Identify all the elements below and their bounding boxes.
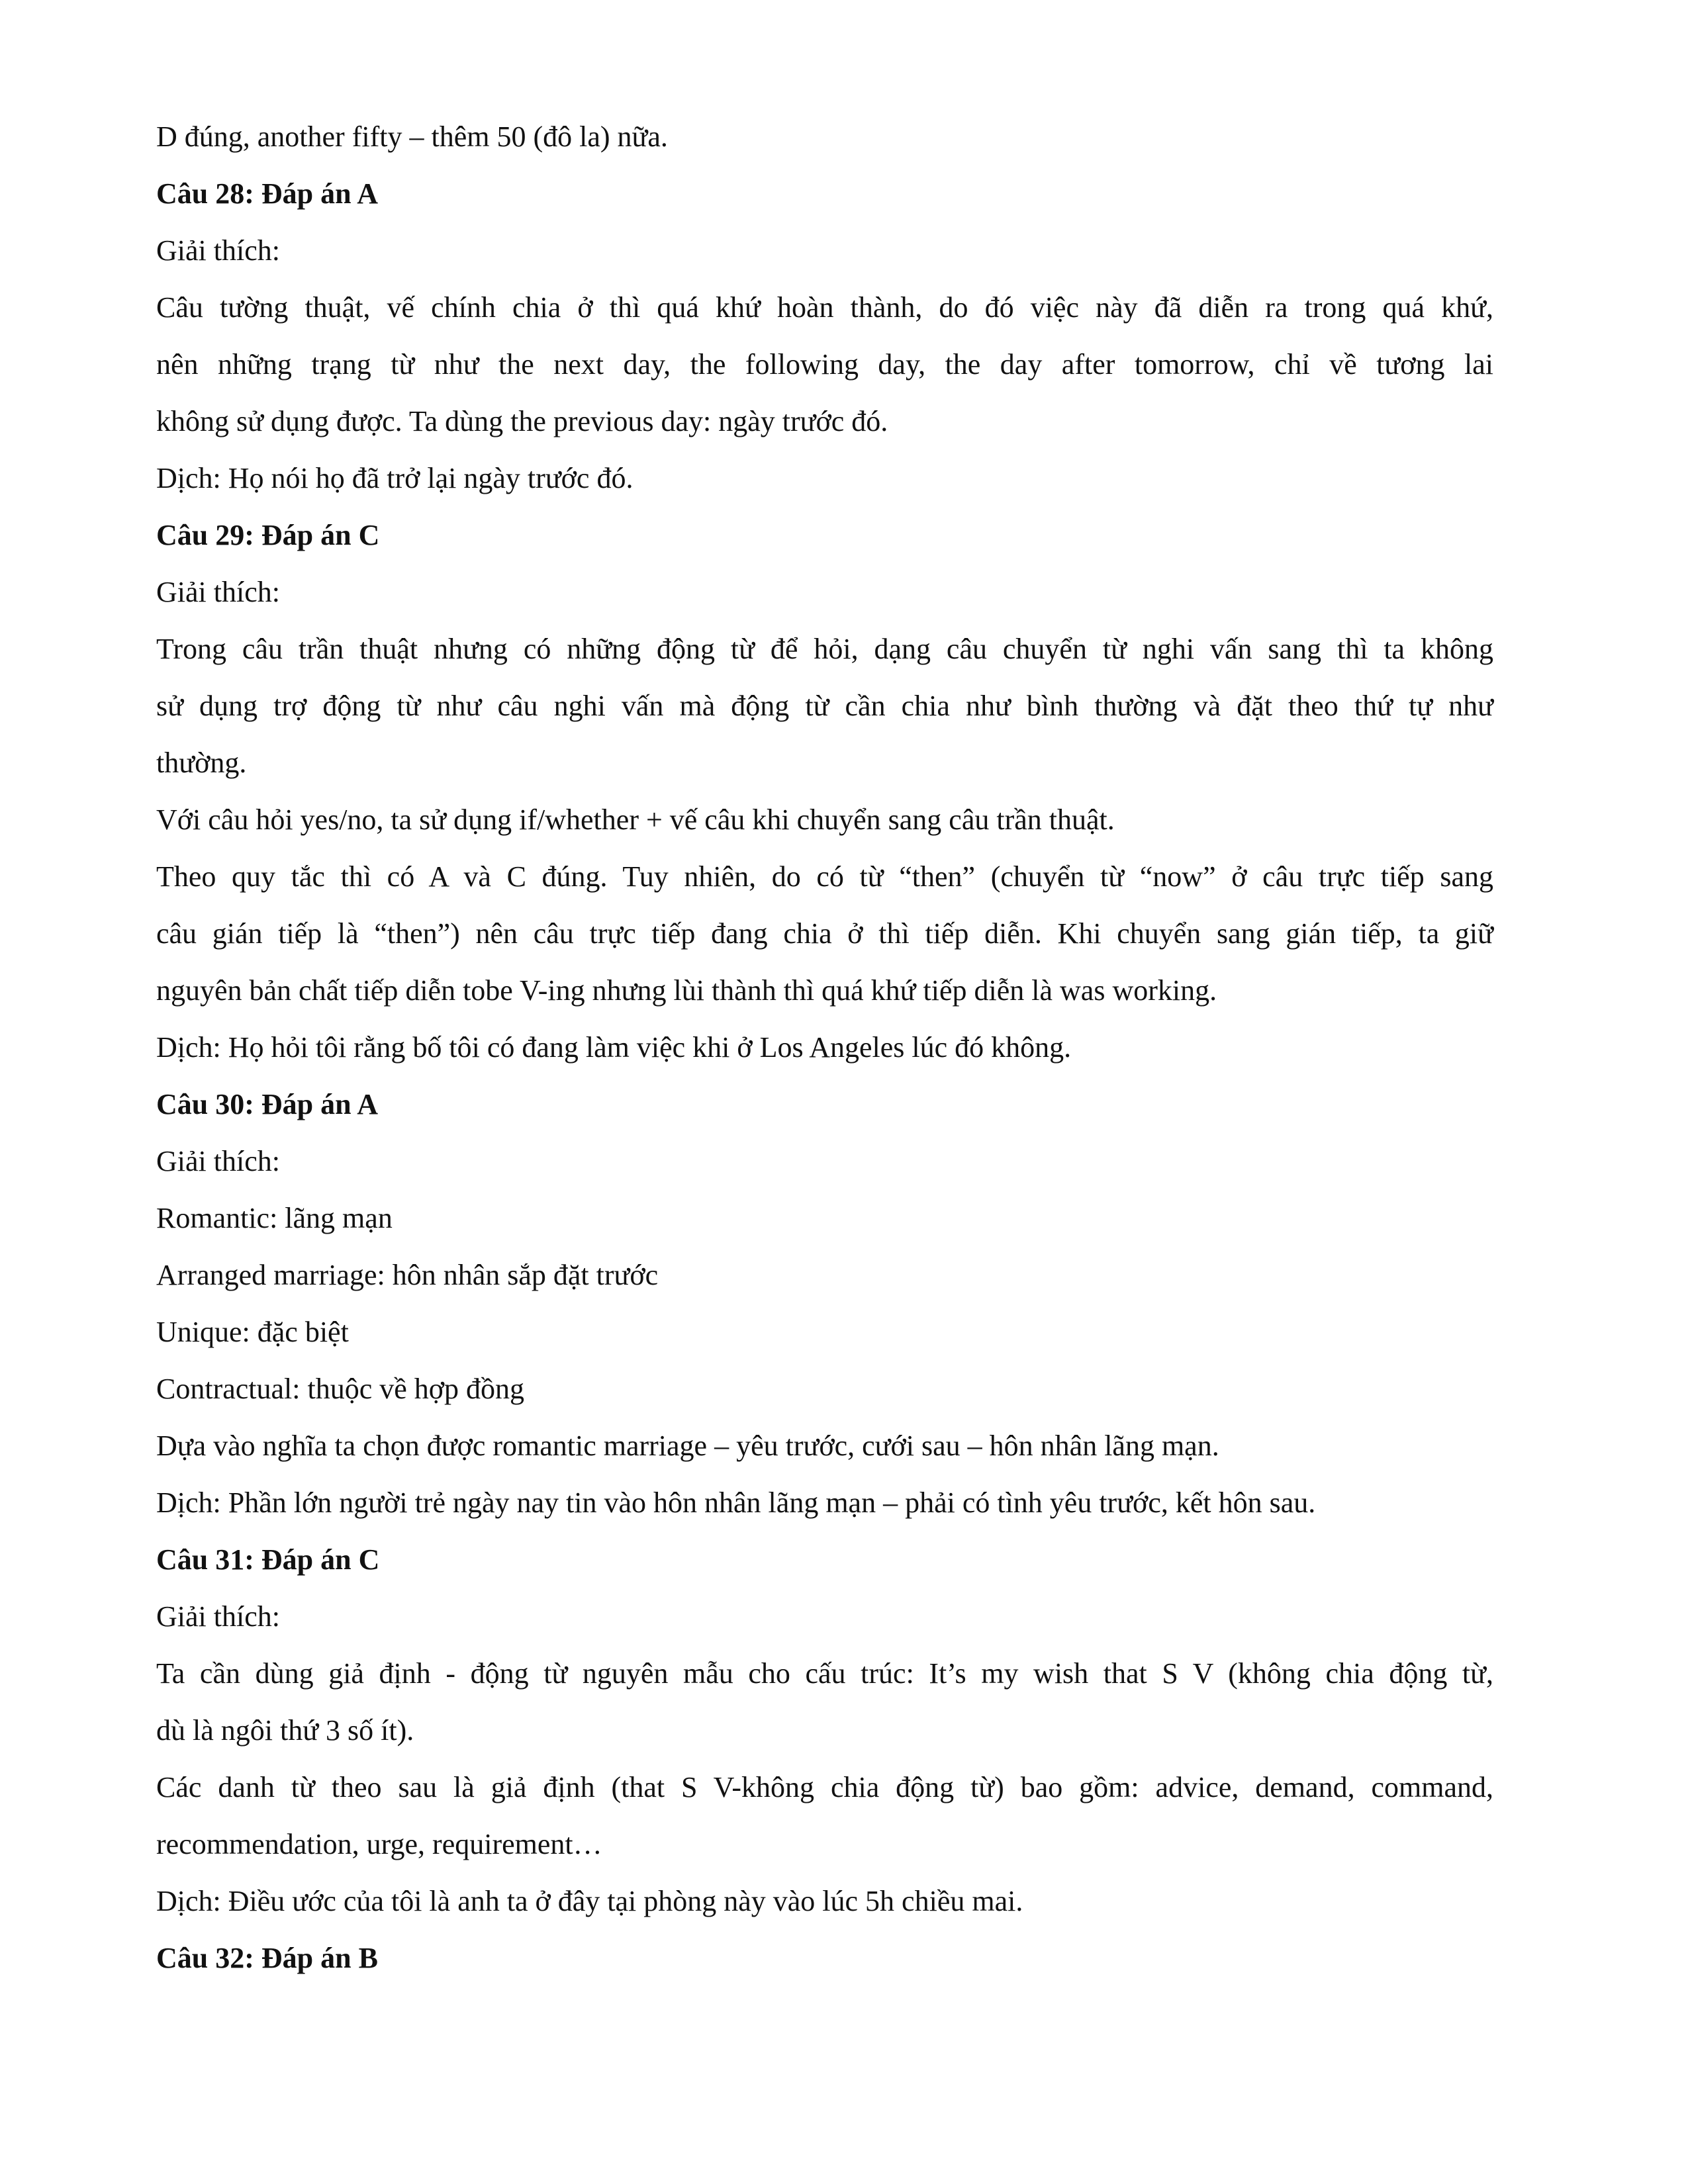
text-line: Contractual: thuộc về hợp đồng (156, 1373, 525, 1405)
text-line: nên những trạng từ như the next day, the following day, the day after tomorrow, chỉ về tương lai (156, 348, 1493, 381)
text-line: Ta cần dùng giả định - động từ nguyên mẫu cho cấu trúc: It’s my wish that S V (không chia động từ, (156, 1657, 1493, 1690)
answer-heading: Câu 31: Đáp án C (156, 1543, 380, 1576)
text-line: Trong câu trần thuật nhưng có những động từ để hỏi, dạng câu chuyển từ nghi vấn sang thì ta không (156, 633, 1493, 665)
text-line: D đúng, another fifty – thêm 50 (đô la) nữa. (156, 120, 668, 153)
answer-heading: Câu 32: Đáp án B (156, 1942, 378, 1974)
text-line: Giải thích: (156, 1600, 280, 1633)
text-line: Theo quy tắc thì có A và C đúng. Tuy nhiên, do có từ “then” (chuyển từ “now” ở câu trực tiếp sang (156, 860, 1493, 893)
text-line: Dịch: Họ hỏi tôi rằng bố tôi có đang làm việc khi ở Los Angeles lúc đó không. (156, 1031, 1072, 1064)
text-line: Dựa vào nghĩa ta chọn được romantic marriage – yêu trước, cưới sau – hôn nhân lãng mạn. (156, 1430, 1219, 1462)
text-line: Unique: đặc biệt (156, 1316, 349, 1348)
text-line: Giải thích: (156, 234, 280, 267)
text-line: Romantic: lãng mạn (156, 1202, 393, 1234)
text-line: Câu tường thuật, vế chính chia ở thì quá khứ hoàn thành, do đó việc này đã diễn ra trong quá khứ, (156, 291, 1493, 324)
text-line: Dịch: Điều ước của tôi là anh ta ở đây tại phòng này vào lúc 5h chiều mai. (156, 1885, 1023, 1917)
text-line: Các danh từ theo sau là giả định (that S V-không chia động từ) bao gồm: advice, demand, command, (156, 1771, 1493, 1803)
document-body (156, 119, 1493, 1997)
text-line: Arranged marriage: hôn nhân sắp đặt trước (156, 1259, 659, 1291)
text-line: recommendation, urge, requirement… (156, 1828, 602, 1860)
text-line: Giải thích: (156, 576, 280, 608)
answer-heading: Câu 30: Đáp án A (156, 1088, 378, 1120)
text-line: Với câu hỏi yes/no, ta sử dụng if/whether + vế câu khi chuyển sang câu trần thuật. (156, 803, 1115, 836)
text-line: Dịch: Phần lớn người trẻ ngày nay tin vào hôn nhân lãng mạn – phải có tình yêu trước, kết hôn sau. (156, 1486, 1316, 1519)
text-line: nguyên bản chất tiếp diễn tobe V-ing nhưng lùi thành thì quá khứ tiếp diễn là was working. (156, 974, 1217, 1007)
text-line: câu gián tiếp là “then”) nên câu trực tiếp đang chia ở thì tiếp diễn. Khi chuyển sang gián tiếp, ta giữ (156, 917, 1493, 950)
text-line: dù là ngôi thứ 3 số ít). (156, 1714, 414, 1747)
text-line: Dịch: Họ nói họ đã trở lại ngày trước đó. (156, 462, 633, 494)
text-line: không sử dụng được. Ta dùng the previous day: ngày trước đó. (156, 405, 888, 437)
text-line: Giải thích: (156, 1145, 280, 1177)
text-line: thường. (156, 747, 247, 779)
answer-heading: Câu 28: Đáp án A (156, 177, 378, 210)
text-line: sử dụng trợ động từ như câu nghi vấn mà động từ cần chia như bình thường và đặt theo thứ tự như (156, 690, 1493, 722)
answer-heading: Câu 29: Đáp án C (156, 519, 380, 551)
